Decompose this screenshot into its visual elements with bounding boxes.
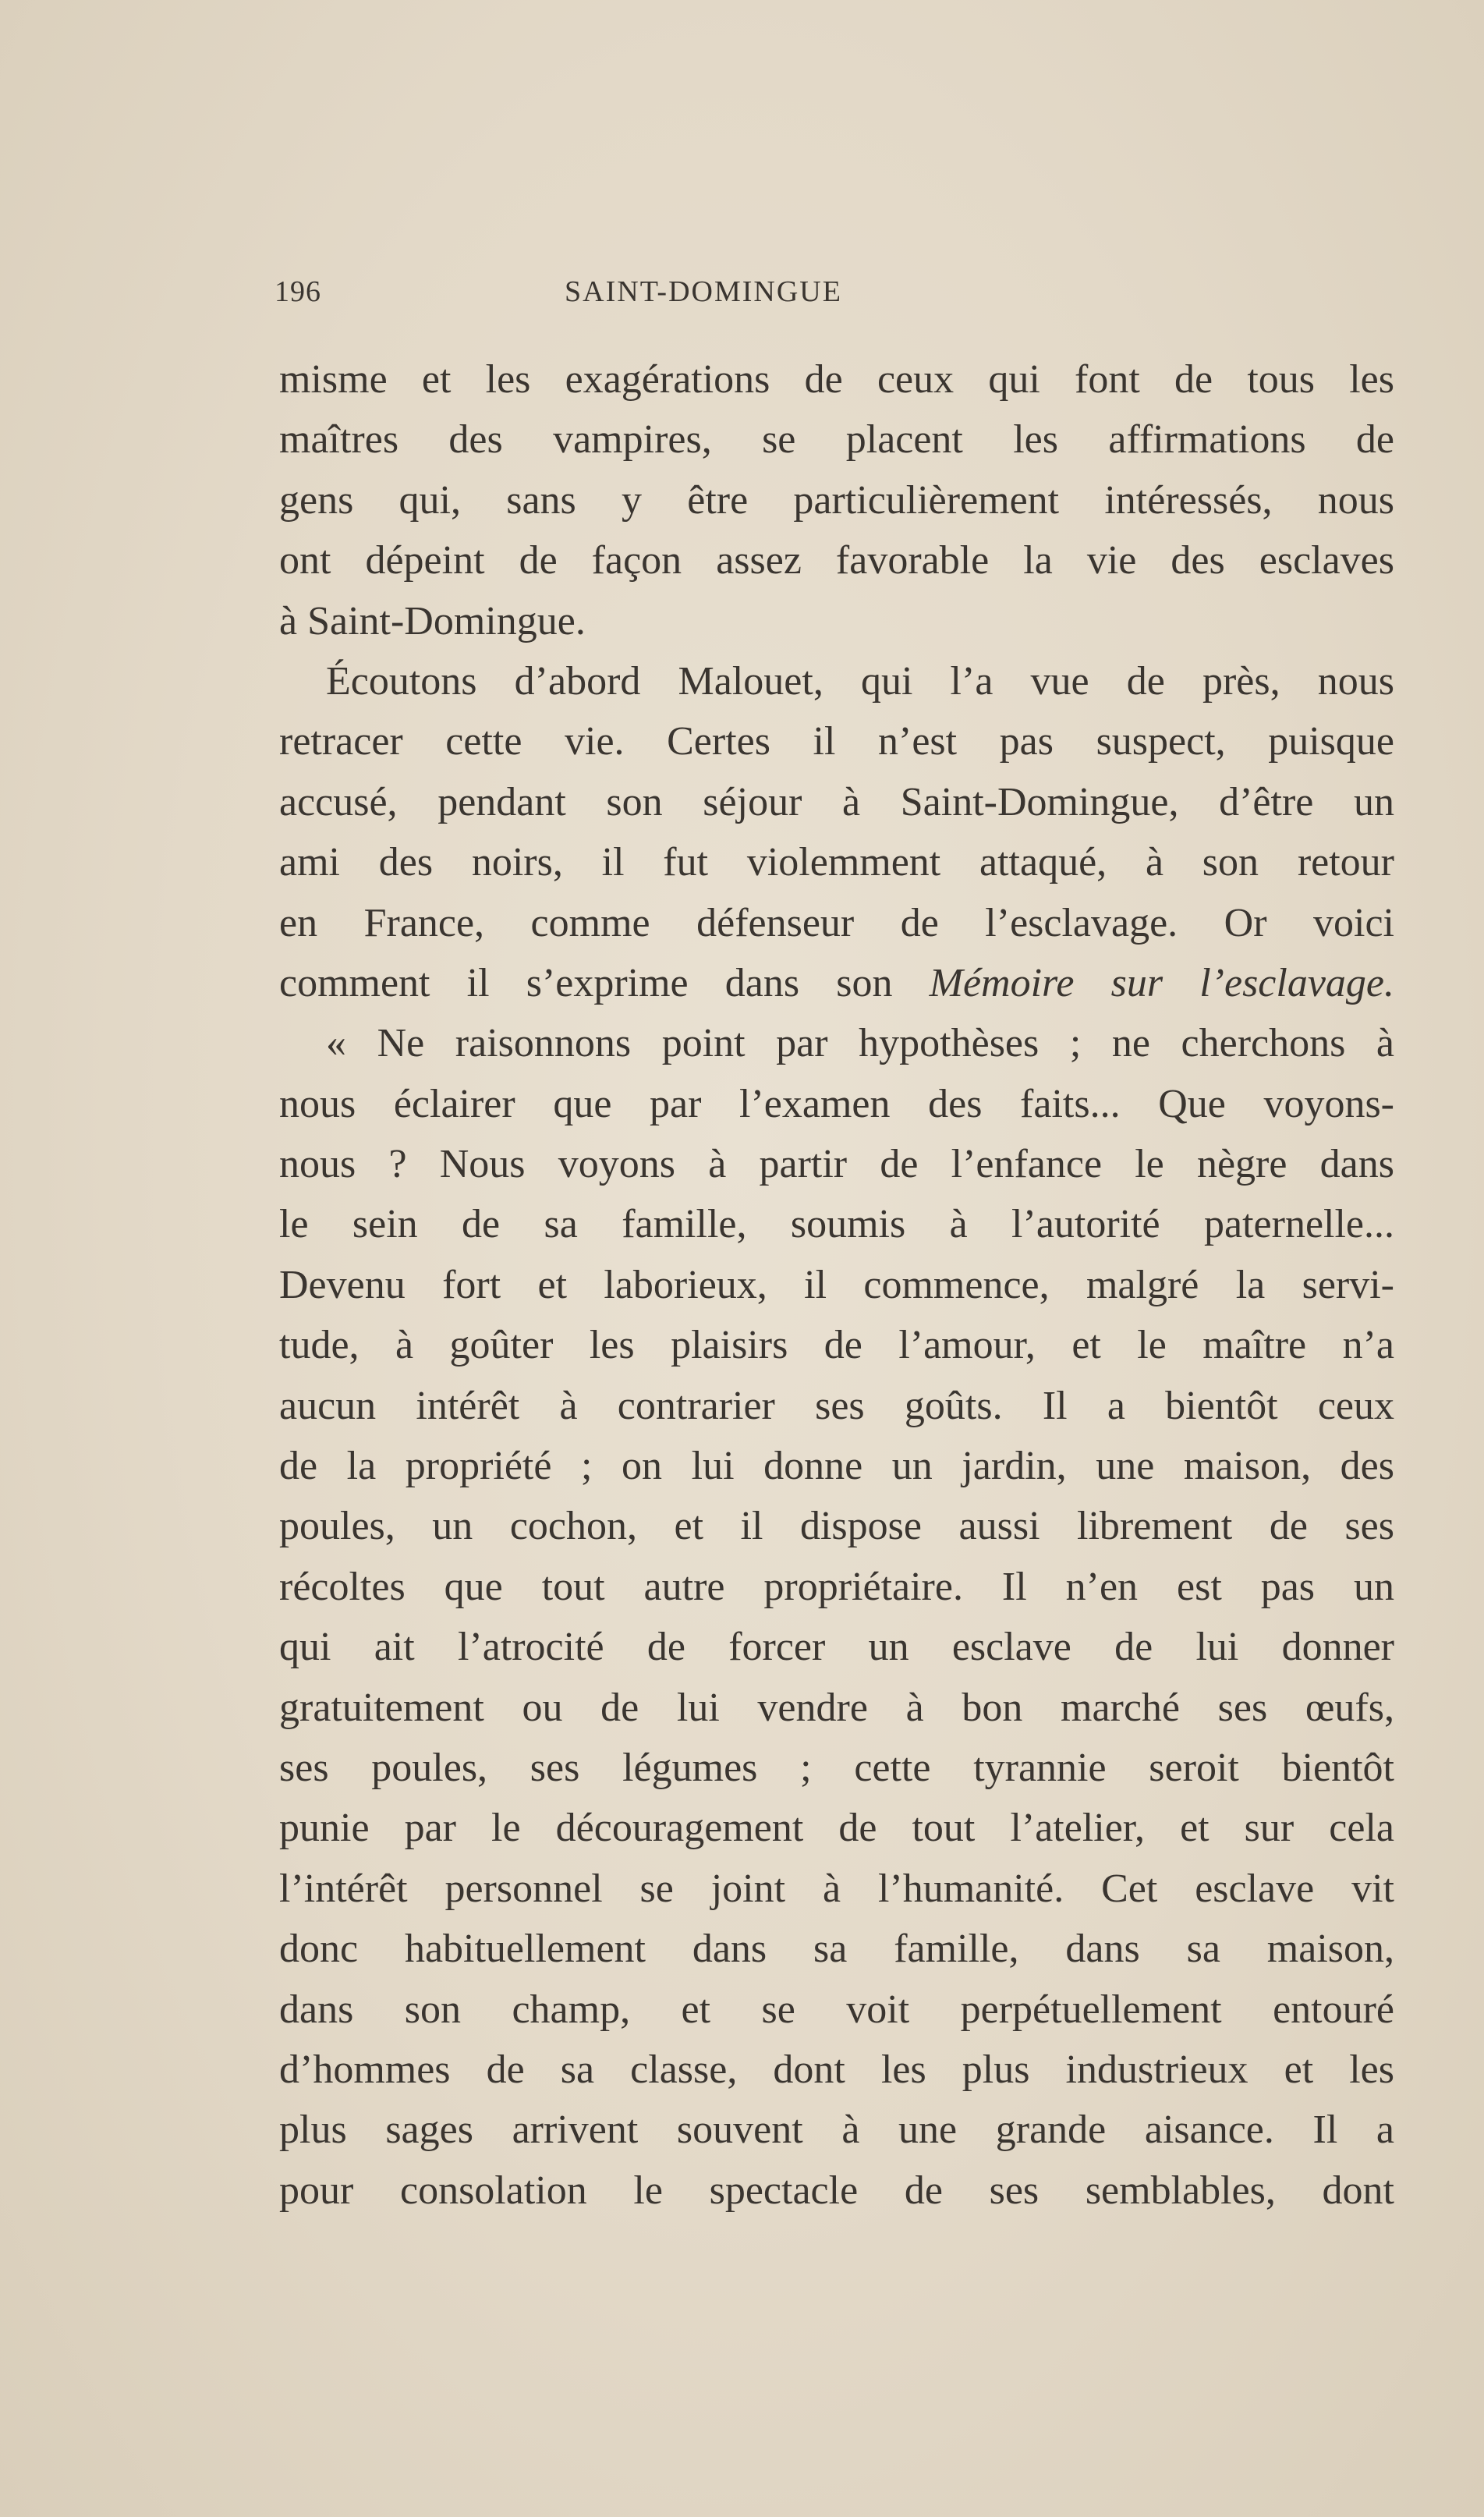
text-line: accusé, pendant son séjour à Saint-Domingue, d’être un bbox=[279, 779, 1394, 824]
text-line: ami des noirs, il fut violemment attaqué, à son retour bbox=[279, 840, 1394, 885]
text-line: Écoutons d’abord Malouet, qui l’a vue de près, nous bbox=[326, 658, 1394, 704]
text-line: d’hommes de sa classe, dont les plus industrieux et les bbox=[279, 2047, 1394, 2092]
text-line: récoltes que tout autre propriétaire. Il n’en est pas un bbox=[279, 1564, 1394, 1609]
text-line: ses poules, ses légumes ; cette tyrannie seroit bientôt bbox=[279, 1745, 1394, 1790]
text-line: retracer cette vie. Certes il n’est pas suspect, puisque bbox=[279, 719, 1394, 764]
text-line: en France, comme défenseur de l’esclavage. Or voici bbox=[279, 900, 1394, 945]
text-line: plus sages arrivent souvent à une grande aisance. Il a bbox=[279, 2108, 1394, 2153]
text-line: dans son champ, et se voit perpétuellement entouré bbox=[279, 1987, 1394, 2032]
text-line: nous éclairer que par l’examen des faits... Que voyons- bbox=[279, 1081, 1394, 1126]
text-line: ont dépeint de façon assez favorable la vie des esclaves bbox=[279, 538, 1394, 583]
text-line: à Saint-Domingue. bbox=[279, 598, 586, 643]
page-header bbox=[274, 275, 1121, 318]
text-line: maîtres des vampires, se placent les affirmations de bbox=[279, 417, 1394, 463]
running-title: SAINT-DOMINGUE bbox=[565, 275, 842, 308]
text-line: misme et les exagérations de ceux qui font de tous les bbox=[279, 357, 1394, 402]
text-line: nous ? Nous voyons à partir de l’enfance le nègre dans bbox=[279, 1142, 1394, 1187]
text-line: tude, à goûter les plaisirs de l’amour, et le maître n’a bbox=[279, 1323, 1394, 1368]
text-line: « Ne raisonnons point par hypothèses ; ne cherchons à bbox=[326, 1021, 1394, 1066]
text-line: aucun intérêt à contrarier ses goûts. Il a bientôt ceux bbox=[279, 1383, 1394, 1428]
text-line: le sein de sa famille, soumis à l’autorité paternelle... bbox=[279, 1202, 1394, 1247]
text-line: pour consolation le spectacle de ses semblables, dont bbox=[279, 2168, 1394, 2213]
text-line: gratuitement ou de lui vendre à bon marché ses œufs, bbox=[279, 1685, 1394, 1730]
text-line: punie par le découragement de tout l’atelier, et sur cela bbox=[279, 1806, 1394, 1851]
text-line-with-title bbox=[279, 953, 1394, 1013]
body-text bbox=[279, 349, 1394, 2221]
book-title: Mémoire sur l’esclavage. bbox=[929, 960, 1394, 1005]
text-line: donc habituellement dans sa famille, dans sa maison, bbox=[279, 1927, 1394, 1972]
page-number: 196 bbox=[274, 275, 321, 308]
text-line: poules, un cochon, et il dispose aussi librement de ses bbox=[279, 1504, 1394, 1549]
text-line: l’intérêt personnel se joint à l’humanité. Cet esclave vit bbox=[279, 1866, 1394, 1911]
text-line: gens qui, sans y être particulièrement intéressés, nous bbox=[279, 477, 1394, 523]
text-line: Devenu fort et laborieux, il commence, malgré la servi- bbox=[279, 1262, 1394, 1307]
text-line: de la propriété ; on lui donne un jardin, une maison, des bbox=[279, 1444, 1394, 1489]
text-line-part: comment il s’exprime dans son bbox=[279, 960, 893, 1005]
text-line: qui ait l’atrocité de forcer un esclave de lui donner bbox=[279, 1625, 1394, 1670]
